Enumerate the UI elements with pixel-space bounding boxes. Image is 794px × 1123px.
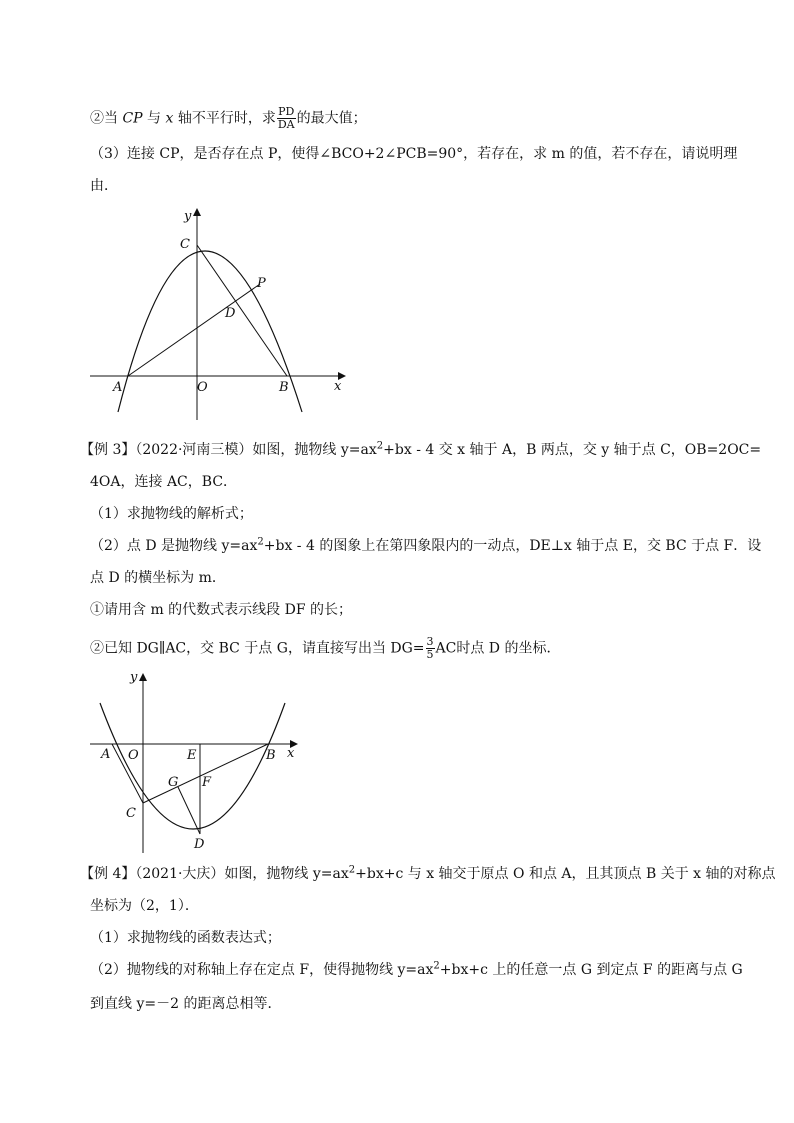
label-y: y bbox=[184, 209, 192, 224]
q2-line: ②当 CP 与 x 轴不平行时，求 $\frac{PD}{DA}$ 的最大值； bbox=[90, 105, 367, 131]
y-axis-arrow bbox=[193, 208, 201, 216]
example-3-q2: （2）点 D 是抛物线 $y=ax^2+bx - 4$ 的图象上在第四象限内的一动点，DE⊥x 轴于点 E，交 BC 于点 F．设 bbox=[90, 536, 762, 554]
label-e: E bbox=[187, 748, 197, 763]
fraction-3-5: $\frac{3}{5}$ bbox=[426, 635, 434, 661]
q3-line: （3）连接 CP，是否存在点 P，使得∠BCO+2∠PCB=90°，若存在，求 m 的值，若不存在，请说明理 bbox=[90, 146, 738, 162]
label-c: C bbox=[180, 237, 190, 252]
segment-cb bbox=[197, 245, 287, 376]
label-p: P bbox=[257, 276, 266, 291]
example-3-q2-line-2: 点 D 的横坐标为 m． bbox=[90, 570, 226, 586]
label-g: G bbox=[168, 775, 179, 790]
example-4-heading: 【例 4】（2021·大庆）如图，抛物线 $y=ax^2+bx+c$ 与 x 轴交于原点 O 和点 A，且其顶点 B 关于 x 轴的对称点 bbox=[80, 864, 776, 882]
label-x: x bbox=[287, 746, 295, 761]
segment-ap bbox=[128, 284, 260, 376]
label-b: B bbox=[266, 748, 276, 763]
example-4-q2-line-2: 到直线 y=－2 的距离总相等． bbox=[90, 996, 282, 1012]
example-4-line-2: 坐标为（2，1）． bbox=[90, 898, 199, 914]
circled-number: ② bbox=[90, 110, 104, 127]
example-3-line-2: 4OA，连接 AC，BC． bbox=[90, 474, 238, 490]
example-3-heading: 【例 3】（2022·河南三模）如图，抛物线 $y=ax^2+bx - 4$ 交 x 轴于 A，B 两点，交 y 轴于点 C，OB=2OC= bbox=[80, 440, 762, 458]
label-o: O bbox=[197, 380, 208, 395]
label-x: x bbox=[334, 379, 342, 394]
example-3-sub-2: ②已知 DG∥AC，交 BC 于点 G，请直接写出当 DG= $\frac{3}{5}$ AC时点 D 的坐标． bbox=[90, 635, 561, 661]
example-3-q1: （1）求抛物线的解析式； bbox=[90, 506, 253, 522]
label-c: C bbox=[126, 806, 136, 821]
example-4-q2: （2）抛物线的对称轴上存在定点 F，使得抛物线 $y=ax^2+bx+c$ 上的任意一点 G 到定点 F 的距离与点 G bbox=[90, 960, 743, 978]
fraction-pd-da: $\frac{PD}{DA}$ bbox=[277, 105, 295, 131]
label-y: y bbox=[130, 670, 138, 685]
label-d: D bbox=[225, 306, 236, 321]
figure-1-parabola-diagram bbox=[80, 200, 360, 425]
segment-cb bbox=[143, 744, 268, 803]
example-3-sub-1: ①请用含 m 的代数式表示线段 DF 的长； bbox=[90, 602, 353, 618]
label-a: A bbox=[113, 380, 123, 395]
label-d: D bbox=[194, 837, 205, 852]
y-axis-arrow bbox=[139, 673, 147, 681]
label-f: F bbox=[202, 775, 212, 790]
label-o: O bbox=[128, 748, 139, 763]
q3-continuation: 由． bbox=[90, 178, 118, 194]
label-b: B bbox=[279, 380, 289, 395]
figure-2-parabola-diagram bbox=[88, 665, 308, 855]
label-a: A bbox=[101, 747, 111, 762]
parabola-curve bbox=[118, 251, 302, 412]
example-4-q1: （1）求抛物线的函数表达式； bbox=[90, 930, 281, 946]
